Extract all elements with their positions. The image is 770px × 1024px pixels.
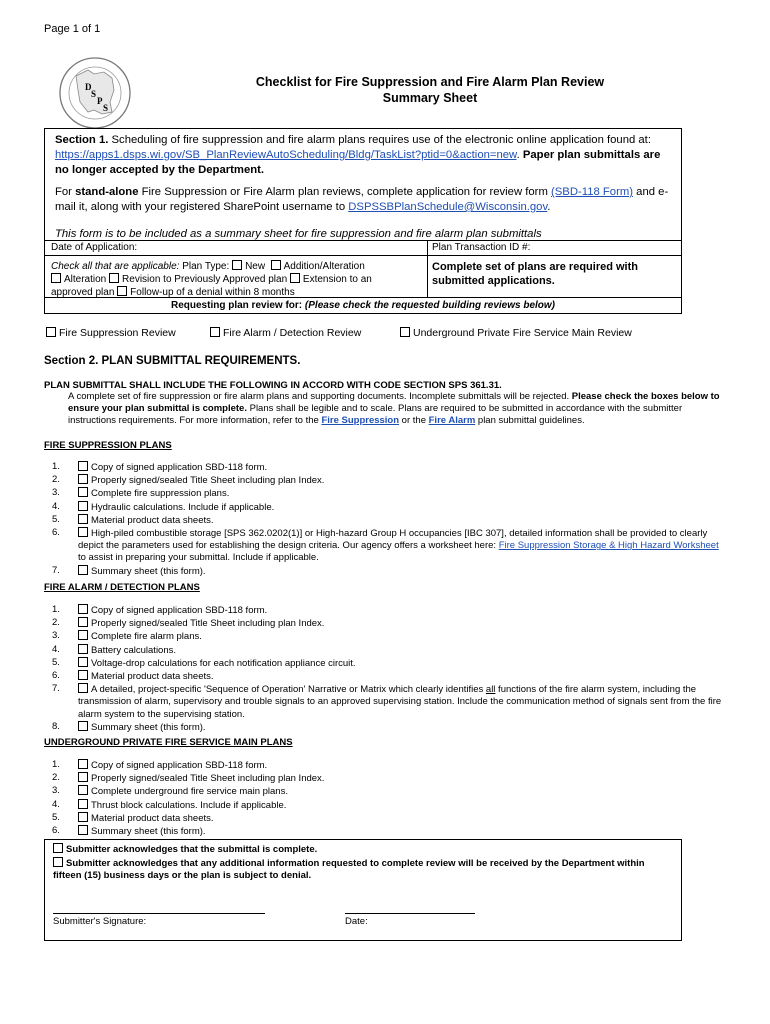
para-text-3: plan submittal guidelines. — [475, 415, 585, 426]
list-item — [52, 772, 722, 785]
list-item — [52, 799, 722, 812]
fire-alarm-review-checkbox[interactable] — [210, 327, 220, 337]
checklist-checkbox[interactable] — [78, 683, 88, 693]
requesting-review-row — [45, 299, 681, 312]
title-line-1: Checklist for Fire Suppression and Fire Alarm Plan Review — [255, 75, 605, 89]
fire-alarm-checklist — [52, 604, 722, 734]
alteration-checkbox[interactable] — [51, 273, 61, 283]
underground-checklist — [52, 759, 722, 838]
for-text: For — [55, 186, 76, 198]
page-number: Page 1 of 1 — [44, 23, 101, 35]
summary-note: This form is to be included as a summary sheet for fire suppression and fire alarm plan submittals — [55, 228, 542, 240]
scheduling-url-link[interactable]: https://apps1.dsps.wi.gov/SB_PlanReviewAutoScheduling/Bldg/TaskList?ptid=0&action=new — [55, 149, 517, 161]
requesting-note: (Please check the requested building reviews below) — [304, 300, 555, 311]
revision-checkbox[interactable] — [109, 273, 119, 283]
item-number: 7. — [52, 683, 60, 695]
para-text-2: Plans shall be legible and to scale. Plans are required to be submitted in accordance with the submitter instructions requirements. For more information, refer to the — [68, 403, 683, 426]
extension-label: Extension to an — [302, 274, 372, 285]
divider — [45, 255, 681, 256]
svg-text:S: S — [91, 89, 97, 99]
checklist-checkbox[interactable] — [78, 759, 88, 769]
paper-note: Paper plan submittals are no longer accepted by the Department. — [55, 149, 661, 176]
section2-paragraph — [68, 391, 723, 427]
date-line[interactable] — [345, 913, 475, 914]
para-bold: Please check the boxes below to ensure your plan submittal is complete. — [68, 391, 720, 414]
item-text: Copy of signed application SBD-118 form. — [91, 760, 268, 771]
checklist-checkbox[interactable] — [78, 565, 88, 575]
ack-complete-checkbox[interactable] — [53, 843, 63, 853]
fire-suppression-plans-heading: FIRE SUPPRESSION PLANS — [44, 440, 172, 451]
section1-text: Scheduling of fire suppression and fire alarm plans requires use of the electronic online application found at: — [111, 134, 651, 146]
checklist-checkbox[interactable] — [78, 799, 88, 809]
period-text: . — [516, 149, 523, 161]
item-text: Copy of signed application SBD-118 form. — [91, 605, 268, 616]
checklist-checkbox[interactable] — [78, 785, 88, 795]
checklist-checkbox[interactable] — [78, 527, 88, 537]
list-item — [52, 785, 722, 798]
list-item — [52, 527, 722, 565]
item-number: 6. — [52, 825, 60, 837]
item-number: 3. — [52, 630, 60, 642]
ack-additional-info-text: Submitter acknowledges that any additional information requested to complete review will be received by the Department within fifteen (15) business days or the plan is subject to denial. — [53, 857, 645, 881]
item-text: Complete fire alarm plans. — [91, 631, 202, 643]
review-underground[interactable] — [400, 327, 632, 339]
section2-heading: Section 2. PLAN SUBMITTAL REQUIREMENTS. — [44, 355, 301, 367]
followup-label: Follow-up of a denial within 8 months — [130, 287, 295, 298]
new-label: New — [245, 261, 266, 272]
standalone-rest: Fire Suppression or Fire Alarm plan reviews, complete application for review form — [138, 186, 551, 198]
item-number: 8. — [52, 720, 60, 732]
addition-label: Addition/Alteration — [283, 261, 365, 272]
checklist-checkbox[interactable] — [78, 670, 88, 680]
fire-suppression-review-label: Fire Suppression Review — [59, 327, 176, 339]
fire-suppression-checklist — [52, 461, 722, 578]
item-text: Material product data sheets. — [91, 514, 214, 526]
plan-type-options — [51, 260, 421, 299]
item-text-all: all — [485, 684, 496, 696]
item-number: 5. — [52, 513, 60, 525]
signature-line[interactable] — [53, 913, 265, 914]
underground-review-label: Underground Private Fire Service Main Review — [413, 327, 632, 339]
list-item — [52, 514, 722, 527]
fire-suppression-review-checkbox[interactable] — [46, 327, 56, 337]
divider — [427, 240, 428, 255]
checklist-checkbox[interactable] — [78, 617, 88, 627]
item-number: 1. — [52, 759, 60, 770]
complete-set-note: Complete set of plans are required with submitted applications. — [432, 261, 638, 287]
item-text: Copy of signed application SBD-118 form. — [91, 462, 268, 473]
item-text: Properly signed/sealed Title Sheet including plan Index. — [91, 773, 325, 785]
transaction-id-label: Plan Transaction ID #: — [432, 242, 531, 253]
period-text-2: . — [547, 201, 551, 213]
item-number: 1. — [52, 604, 60, 615]
item-text: Thrust block calculations. Include if applicable. — [91, 799, 287, 811]
item-number: 6. — [52, 670, 60, 682]
list-item — [52, 565, 722, 578]
divider — [45, 297, 681, 298]
item-text: Material product data sheets. — [91, 812, 214, 824]
fire-suppression-guidelines-link[interactable]: Fire Suppression — [321, 415, 400, 426]
checklist-checkbox[interactable] — [78, 812, 88, 822]
item-text-b: functions of the fire alarm system, including the transmission of alarm, supervisory and trouble signals to an approved supervising station. Include the communication method of signals sent from the fire alarm system to the supervising station. — [78, 684, 722, 720]
fire-alarm-review-label: Fire Alarm / Detection Review — [223, 327, 362, 339]
item-number: 6. — [52, 527, 60, 539]
list-item — [52, 683, 722, 721]
item-text: Material product data sheets. — [91, 671, 214, 683]
item-number: 2. — [52, 474, 60, 486]
checklist-checkbox[interactable] — [78, 825, 88, 835]
checklist-checkbox[interactable] — [78, 630, 88, 640]
list-item — [52, 812, 722, 825]
standalone-text: stand-alone — [75, 186, 139, 198]
title-line-2: Summary Sheet — [382, 91, 478, 105]
followup-checkbox[interactable] — [117, 286, 127, 296]
checklist-checkbox[interactable] — [78, 487, 88, 497]
checklist-checkbox[interactable] — [78, 474, 88, 484]
list-item — [52, 759, 722, 772]
date-label: Date: — [345, 916, 368, 927]
item-text: Properly signed/sealed Title Sheet including plan Index. — [91, 618, 325, 630]
checklist-checkbox[interactable] — [78, 721, 88, 731]
item-number: 3. — [52, 785, 60, 797]
checklist-checkbox[interactable] — [78, 604, 88, 614]
check-all-label: Check all that are applicable: — [51, 261, 180, 272]
requesting-label: Requesting plan review for: — [171, 300, 305, 311]
alteration-label: Alteration — [64, 274, 107, 285]
document-title — [160, 74, 700, 106]
item-number: 2. — [52, 617, 60, 629]
item-text-tail: to assist in preparing your submittal. Include if applicable. — [78, 552, 319, 564]
and-text: and e-mail it, along with your registered SharePoint username to — [55, 186, 669, 213]
item-number: 1. — [52, 461, 60, 472]
date-of-application-label: Date of Application: — [51, 242, 138, 253]
list-item — [52, 721, 722, 734]
item-number: 4. — [52, 798, 60, 810]
item-text: Complete underground fire service main plans. — [91, 786, 288, 798]
list-item — [52, 501, 722, 514]
item-number: 4. — [52, 500, 60, 512]
review-fire-alarm[interactable] — [210, 327, 361, 339]
item-text: Battery calculations. — [91, 644, 177, 656]
checklist-checkbox[interactable] — [78, 514, 88, 524]
para-text: A complete set of fire suppression or fire alarm plans and supporting documents. Incomplete submittals will be rejected. — [68, 391, 572, 402]
item-number: 2. — [52, 772, 60, 784]
item-text: A detailed, project-specific 'Sequence of Operation' Narrative or Matrix which clearly identifies — [91, 684, 486, 696]
divider — [45, 240, 681, 241]
ack-additional-info-checkbox[interactable] — [53, 857, 63, 867]
fire-alarm-plans-heading: FIRE ALARM / DETECTION PLANS — [44, 582, 200, 593]
underground-plans-heading: UNDERGROUND PRIVATE FIRE SERVICE MAIN PLANS — [44, 737, 293, 748]
item-text: Voltage-drop calculations for each notification appliance circuit. — [91, 657, 356, 669]
review-fire-suppression[interactable] — [46, 327, 176, 339]
signature-label: Submitter's Signature: — [53, 916, 147, 927]
plan-type-label: Plan Type: — [179, 261, 233, 272]
item-number: 5. — [52, 811, 60, 823]
item-text: Summary sheet (this form). — [91, 826, 206, 838]
svg-text:P: P — [97, 96, 103, 106]
section1-box — [44, 128, 682, 314]
section1-intro — [55, 133, 671, 178]
storage-worksheet-link[interactable]: Fire Suppression Storage & High Hazard Worksheet — [498, 540, 719, 552]
standalone-paragraph — [55, 185, 671, 215]
extension-checkbox[interactable] — [290, 273, 300, 283]
shall-include-heading: PLAN SUBMITTAL SHALL INCLUDE THE FOLLOWING IN ACCORD WITH CODE SECTION SPS 361.31. — [44, 380, 502, 391]
list-item — [52, 657, 722, 670]
list-item — [52, 487, 722, 500]
list-item — [52, 604, 722, 617]
list-item — [52, 825, 722, 838]
checklist-checkbox[interactable] — [78, 657, 88, 667]
list-item — [52, 630, 722, 643]
section1-heading: Section 1. — [55, 134, 109, 146]
sbd118-form-link[interactable]: (SBD-118 Form) — [551, 186, 634, 198]
underground-review-checkbox[interactable] — [400, 327, 410, 337]
dsps-seal-logo — [58, 56, 132, 130]
item-text: Hydraulic calculations. Include if applicable. — [91, 501, 275, 513]
item-number: 5. — [52, 656, 60, 668]
item-number: 4. — [52, 643, 60, 655]
list-item — [52, 617, 722, 630]
checklist-checkbox[interactable] — [78, 772, 88, 782]
divider — [427, 255, 428, 297]
item-text: Summary sheet (this form). — [91, 565, 206, 577]
item-text: High-piled combustible storage [SPS 362.0202(1)] or High-hazard Group H occupancies [IBC 307], detailed information shall be provided to clearly depict the parameters used for establishing the design criteria. Our agency offers a worksheet here: — [78, 528, 708, 552]
item-number: 3. — [52, 487, 60, 499]
fire-alarm-guidelines-link[interactable]: Fire Alarm — [428, 415, 476, 426]
acknowledgements — [53, 843, 673, 883]
item-text: Properly signed/sealed Title Sheet including plan Index. — [91, 475, 325, 487]
item-number: 7. — [52, 564, 60, 576]
checklist-checkbox[interactable] — [78, 501, 88, 511]
extension-label-2: approved plan — [51, 287, 115, 298]
svg-text:D: D — [85, 82, 92, 92]
addition-checkbox[interactable] — [271, 260, 281, 270]
email-link[interactable]: DSPSSBPlanSchedule@Wisconsin.gov — [348, 201, 548, 213]
checklist-checkbox[interactable] — [78, 461, 88, 471]
item-text: Complete fire suppression plans. — [91, 488, 230, 500]
list-item — [52, 644, 722, 657]
new-checkbox[interactable] — [232, 260, 242, 270]
acknowledgement-box — [44, 839, 682, 941]
list-item — [52, 474, 722, 487]
list-item — [52, 461, 722, 474]
checklist-checkbox[interactable] — [78, 644, 88, 654]
item-text: Summary sheet (this form). — [91, 721, 206, 733]
or-text: or the — [399, 415, 429, 426]
ack-complete-text: Submitter acknowledges that the submittal is complete. — [66, 844, 318, 855]
list-item — [52, 670, 722, 683]
revision-label: Revision to Previously Approved plan — [122, 274, 288, 285]
svg-text:S: S — [103, 103, 109, 113]
